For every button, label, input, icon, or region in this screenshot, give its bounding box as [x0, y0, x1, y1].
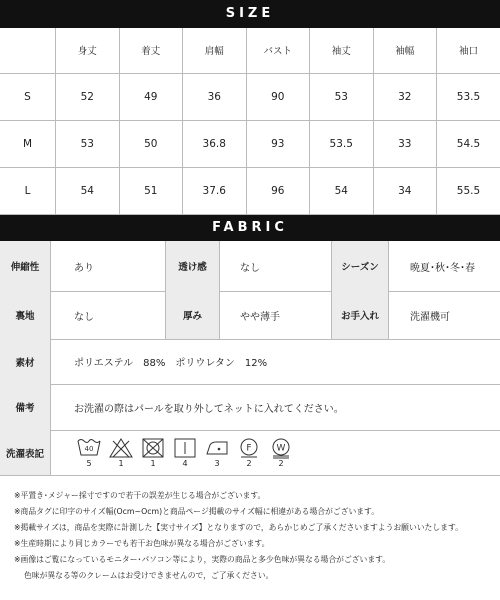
thickness-label: 厚み: [166, 291, 219, 339]
size-cell: 54: [310, 167, 374, 214]
size-cell: 52: [56, 73, 120, 120]
size-cell: 33: [373, 120, 437, 167]
season-label: シーズン: [332, 241, 388, 291]
size-cell: 93: [246, 120, 310, 167]
no-tumble-dry-num: 1: [150, 459, 156, 468]
size-row-l: [0, 167, 500, 214]
line-dry-icon: [172, 437, 198, 468]
note-line: ※生産時期により同じカラーでも若干お色味が異なる場合がございます。: [14, 539, 270, 548]
size-cell: 53.5: [437, 73, 500, 120]
size-header-cell: 身丈: [56, 28, 120, 73]
size-section-title: SIZE: [0, 0, 500, 28]
remarks-label: 備考: [0, 384, 50, 430]
wet-clean-num: 2: [278, 459, 284, 468]
wash-tub-num: 5: [86, 459, 92, 468]
size-header-cell: バスト: [246, 28, 310, 73]
size-label: M: [0, 120, 56, 167]
size-cell: 34: [373, 167, 437, 214]
size-header-cell: 袖丈: [310, 28, 374, 73]
size-cell: 96: [246, 167, 310, 214]
material-label: 素材: [0, 339, 50, 384]
size-cell: 32: [373, 73, 437, 120]
svg-text:40: 40: [84, 445, 94, 453]
lining-label: 裏地: [0, 291, 50, 339]
size-cell: 51: [119, 167, 183, 214]
size-cell: 53.5: [310, 120, 374, 167]
note-line: ※商品タグに印字のサイズ幅(Ocm~Ocm)と商品ページ掲載のサイズ幅に相違がある場合がございます。: [14, 507, 380, 516]
svg-text:W: W: [276, 443, 286, 454]
size-row-m: [0, 120, 500, 167]
sheer-label: 透け感: [166, 241, 219, 291]
fabric-row-material: [0, 339, 500, 385]
size-cell: 54.5: [437, 120, 500, 167]
note-line: 色味が異なる等のクレームはお受けできませんので，ご了承ください。: [24, 571, 274, 580]
dry-clean-num: 2: [246, 459, 252, 468]
size-cell: 53: [56, 120, 120, 167]
care-label: お手入れ: [332, 291, 388, 339]
season-value: 晩夏･秋･冬･春: [410, 262, 475, 274]
size-table: [0, 28, 500, 215]
size-cell: 53: [310, 73, 374, 120]
fabric-section-title: FABRIC: [0, 215, 500, 241]
sheer-value: なし: [240, 262, 260, 274]
fabric-row-remarks: [0, 384, 500, 431]
no-tumble-dry-icon: [140, 437, 166, 468]
size-cell: 54: [56, 167, 120, 214]
size-cell: 55.5: [437, 167, 500, 214]
fabric-row-wash: [0, 430, 500, 476]
no-bleach-num: 1: [118, 459, 124, 468]
lining-value: なし: [74, 311, 94, 323]
wash-label: 洗濯表記: [0, 430, 50, 475]
size-header-row: [0, 28, 500, 73]
stretch-value: あり: [74, 262, 94, 274]
size-cell: 90: [246, 73, 310, 120]
material-value: ポリエステル 88% ポリウレタン 12%: [74, 358, 268, 369]
fabric-row-2: [0, 291, 500, 340]
size-header-cell: 袖幅: [373, 28, 437, 73]
line-dry-num: 4: [182, 459, 188, 468]
size-cell: 36.8: [183, 120, 247, 167]
note-line: ※平置き･メジャー採寸ですので若干の誤差が生じる場合がございます。: [14, 491, 266, 500]
note-line: ※画像はご覧になっているモニター･パソコン等により，実際の商品と多少色味が異なる場合がございます。: [14, 555, 391, 564]
dry-clean-f-icon: [236, 437, 262, 468]
fabric-row-1: [0, 241, 500, 292]
size-header-cell: 肩幅: [183, 28, 247, 73]
size-header-empty: [0, 28, 56, 73]
size-row-s: [0, 73, 500, 120]
svg-text:F: F: [246, 443, 252, 454]
care-value: 洗濯機可: [410, 311, 450, 323]
note-line: ※掲載サイズは，商品を実際に計測した【実寸サイズ】となりますので，あらかじめご了承くださいますようお願いいたします。: [14, 523, 463, 532]
size-label: L: [0, 167, 56, 214]
no-bleach-icon: [108, 437, 134, 468]
size-cell: 49: [119, 73, 183, 120]
stretch-label: 伸縮性: [0, 241, 50, 291]
size-header-cell: 着丈: [119, 28, 183, 73]
size-cell: 36: [183, 73, 247, 120]
iron-low-num: 3: [214, 459, 220, 468]
remarks-value: お洗濯の際はパールを取り外してネットに入れてください。: [74, 403, 344, 415]
size-header-cell: 袖口: [437, 28, 500, 73]
wash-tub-40-icon: [76, 437, 102, 468]
wet-clean-w-icon: [268, 437, 294, 468]
thickness-value: やや薄手: [240, 311, 280, 323]
size-cell: 50: [119, 120, 183, 167]
size-cell: 37.6: [183, 167, 247, 214]
wash-icons: [0, 430, 500, 475]
size-label: S: [0, 73, 56, 120]
iron-low-icon: [204, 437, 230, 468]
